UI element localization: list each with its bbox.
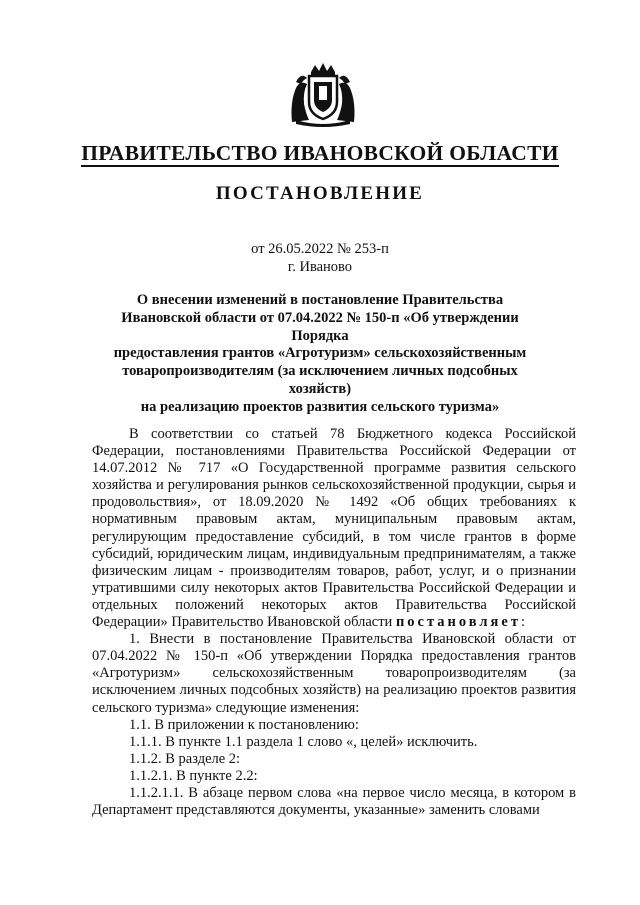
- preamble-paragraph: [92, 426, 576, 631]
- subject-line: на реализацию проектов развития сельского туризма»: [140, 398, 500, 415]
- subject-line: Ивановской области от 07.04.2022 № 150-п «Об утверждении Порядка: [121, 309, 519, 344]
- organization-name: ПРАВИТЕЛЬСТВО ИВАНОВСКОЙ ОБЛАСТИ: [81, 141, 559, 165]
- paragraph-1-1-2-1: 1.1.2.1. В пункте 2.2:: [129, 767, 258, 784]
- document-meta: [0, 241, 640, 276]
- organization-title: [0, 141, 640, 166]
- subject-line: предоставления грантов «Агротуризм» сельскохозяйственным: [113, 345, 527, 362]
- coat-of-arms-icon: [288, 62, 358, 128]
- paragraph-1: 1. Внести в постановление Правительства Ивановской области от 07.04.2022 № 150-п «Об утверждении Порядка предоставления грантов «Агротуризм» сельскохозяйственным товаропроизводителям (за исключением личных подсобных хозяйств) на реализацию проектов развития сельского туризма» следующие изменения:: [92, 631, 576, 716]
- document-type: ПОСТАНОВЛЕНИЕ: [215, 183, 425, 204]
- subject-line: товаропроизводителям (за исключением личных подсобных хозяйств): [122, 363, 518, 397]
- decree-colon: :: [520, 614, 525, 631]
- preamble-text: В соответствии со статьей 78 Бюджетного кодекса Российской Федерации, постановлениями Правительства Российской Федерации от 14.07.2012 № 717 «О Государственной программе развития сельского хозяйства и регулирования рынков сельскохозяйственной продукции, сырья и продовольствия», от 18.09.2020 № 1492 «Об общих требованиях к нормативным правовым актам, муниципальным правовым актам, регулирующим предоставление субсидий, в том числе грантов в форме субсидий, юридическим лицам, индивидуальным предпринимателям, а также физическим лицам - производителям товаров, работ, услуг, и о признании утратившими силу некоторых актов Правительства Российской Федерации и отдельных положений некоторых актов Правительства Российской Федерации» Правительство Ивановской области: [92, 426, 576, 631]
- decree-word: постановляет: [395, 614, 521, 631]
- paragraph-1-1: 1.1. В приложении к постановлению:: [129, 716, 359, 733]
- document-subject: [100, 292, 540, 417]
- city: г. Иваново: [287, 258, 353, 275]
- document-body: [92, 426, 576, 819]
- paragraph-1-1-2-1-1: 1.1.2.1.1. В абзаце первом слова «на первое число месяца, в котором в Департамент представляются документы, указанные» заменить словами: [92, 784, 576, 819]
- paragraph-1-1-2: 1.1.2. В разделе 2:: [129, 750, 241, 767]
- date-number: от 26.05.2022 № 253-п: [251, 241, 389, 257]
- subject-line: О внесении изменений в постановление Правительства: [136, 292, 504, 308]
- paragraph-1-1-1: 1.1.1. В пункте 1.1 раздела 1 слово «, целей» исключить.: [129, 733, 478, 750]
